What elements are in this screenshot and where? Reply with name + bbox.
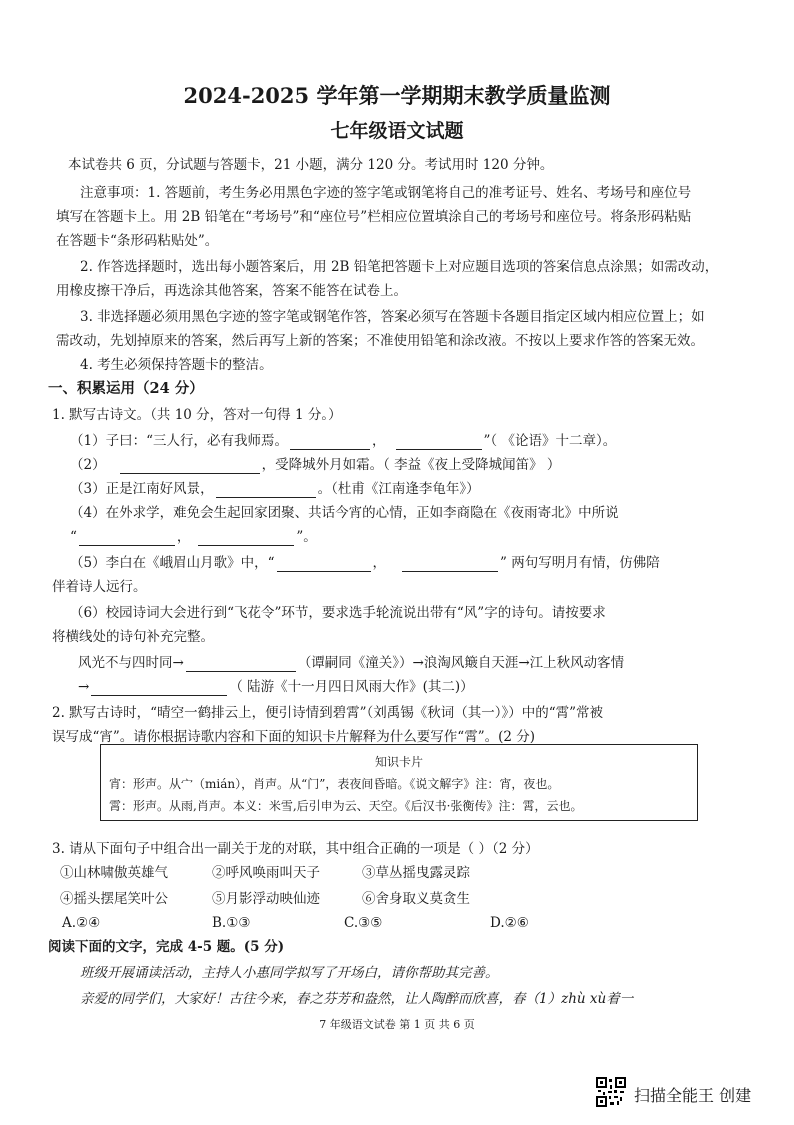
section-heading: 一、积累运用（24 分） [48,380,204,397]
knowledge-card [100,744,698,821]
qr-code-icon [596,1077,626,1107]
reading-paragraph: 亲爱的同学们，大家好！古往今来，春之芬芳和盎然，让人陶醉而欣喜，春（1）zhù xù着一 [80,991,634,1007]
choice-b: B.①③ [212,915,251,931]
notes-line: 填写在答题卡上。用 2B 铅笔在“考场号”和“座位号”栏相应位置填涂自己的考场号和座位号。将条形码粘贴 [56,209,692,225]
question-1-item-1: （1）子曰：“三人行，必有我师焉。 ， ”（ 《论语》十二章）。 [70,433,617,449]
answer-blank [277,557,371,572]
option-3: ③草丛摇曳露灵踪 [362,865,470,881]
flying-flower-chain: 风光不与四时同→ （谭嗣同《潼关》）→浪淘风簸自天涯→江上秋风动客情 [78,655,625,671]
reading-heading: 阅读下面的文字，完成 4-5 题。(5 分) [48,939,285,955]
choice-c: C.③⑤ [344,915,383,931]
exam-subtitle: 七年级语文试题 [330,120,464,142]
knowledge-card-row: 宵：形声。从宀（mián），肖声。从“门”，表夜间昏暗。《说文解字》注：宵，夜也。 [109,777,560,791]
question-1-item-2: （2） ，受降城外月如霜。（ 李益《夜上受降城闻笛》 ） [70,457,561,473]
exam-title: 2024-2025 学年第一学期期末教学质量监测 [183,83,611,108]
question-1-item-3: （3）正是江南好风景， 。（杜甫《江南逢李龟年》） [70,481,480,497]
reading-paragraph: 班级开展诵读活动，主持人小惠同学拟写了开场白，请你帮助其完善。 [80,965,499,981]
notes-line: 4. 考生必须保持答题卡的整洁。 [80,357,273,373]
option-6: ⑥舍身取义莫贪生 [362,891,470,907]
answer-blank [91,681,227,696]
notes-line: 需改动，先划掉原来的答案，然后再写上新的答案；不准使用铅笔和涂改液。不按以上要求作答的答案无效。 [56,333,704,349]
question-1-item-4-cont: “ ， ”。 [70,529,317,545]
answer-blank [198,531,294,546]
answer-blank [290,435,370,450]
question-1-item-5-cont: 伴着诗人远行。 [52,579,147,595]
choice-d: D.②⑥ [490,915,529,931]
question-1-item-6-cont: 将横线处的诗句补充完整。 [52,629,214,645]
question-1-stem: 1. 默写古诗文。（共 10 分，答对一句得 1 分。） [52,407,342,423]
notes-line: 3. 非选择题必须用黑色字迹的签字笔或钢笔作答，答案必须写在答题卡各题目指定区域内相应位置上；如 [80,309,705,325]
option-1: ①山林啸傲英雄气 [60,865,168,881]
choice-a: A.②④ [62,915,101,931]
question-1-item-6: （6）校园诗词大会进行到“飞花令”环节，要求选手轮流说出带有“风”字的诗句。请按要求 [70,605,606,621]
knowledge-card-title: 知识卡片 [374,755,423,769]
question-1-item-5: （5）李白在《峨眉山月歌》中，“ ， ” 两句写明月有情，仿佛陪 [70,555,660,571]
notes-line: 注意事项：1. 答题前，考生务必用黑色字迹的签字笔或钢笔将自己的准考证号、姓名、考场号和座位号 [80,185,692,201]
question-2-stem: 2. 默写古诗时，“晴空一鹤排云上，便引诗情到碧霄”（刘禹锡《秋词（其一）》）中的“霄”常被 [52,705,604,721]
notes-line: 在答题卡“条形码粘贴处”。 [56,233,219,249]
option-4: ④摇头摆尾笑叶公 [60,891,168,907]
intro-line: 本试卷共 6 页，分试题与答题卡，21 小题，满分 120 分。考试用时 120 分钟。 [68,157,554,173]
option-5: ⑤月影浮动映仙迹 [212,891,320,907]
page-footer: 7 年级语文试卷 第 1 页 共 6 页 [319,1018,475,1031]
answer-blank [186,657,296,672]
answer-blank [120,459,260,474]
notes-line: 2. 作答选择题时，选出每小题答案后，用 2B 铅笔把答题卡上对应题目选项的答案信息点涂黑；如需改动， [80,259,719,275]
question-2-stem-cont: 误写成“宵”。请你根据诗歌内容和下面的知识卡片解释为什么要写作“霄”。(2 分) [52,729,536,745]
question-3-stem: 3. 请从下面句子中组合出一副关于龙的对联，其中组合正确的一项是（ ）（2 分） [52,841,539,857]
question-1-item-4: （4）在外求学，难免会生起回家团聚、共话今宵的心情，正如李商隐在《夜雨寄北》中所说 [70,505,619,521]
answer-blank [402,557,498,572]
knowledge-card-row: 霄：形声。从雨,肖声。本义：米雪,后引申为云、天空。《后汉书·张衡传》注：霄，云也。 [109,799,583,813]
answer-blank [396,435,482,450]
answer-blank [216,483,316,498]
flying-flower-chain-cont: → （ 陆游《十一月四日风雨大作》(其二)） [78,679,474,695]
answer-blank [79,531,175,546]
option-2: ②呼风唤雨叫天子 [212,865,320,881]
notes-line: 用橡皮擦干净后，再选涂其他答案，答案不能答在试卷上。 [56,283,407,299]
scanner-brand-label: 扫描全能王 创建 [634,1086,752,1105]
